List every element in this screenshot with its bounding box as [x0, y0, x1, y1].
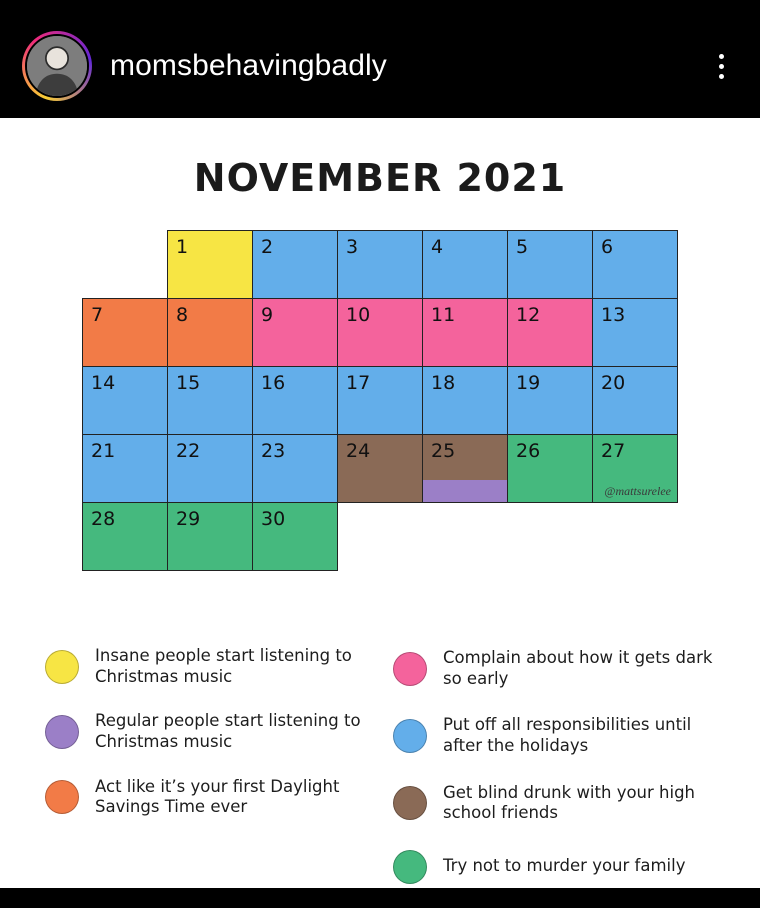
legend-label: Regular people start listening to Christmas music [95, 711, 361, 751]
calendar-cell-empty [507, 502, 593, 571]
instagram-header [0, 14, 760, 118]
account-username[interactable]: momsbehavingbadly [110, 49, 387, 82]
calendar-day-number: 7 [91, 304, 104, 326]
calendar-day-number: 20 [601, 372, 626, 394]
bottom-bar [0, 888, 760, 908]
calendar-day-number: 10 [346, 304, 371, 326]
legend-color-swatch [45, 650, 79, 684]
calendar-day-cell [507, 366, 593, 435]
calendar-day-number: 9 [261, 304, 274, 326]
legend [0, 646, 760, 884]
page-title: NOVEMBER 2021 [193, 156, 567, 200]
calendar-grid [82, 230, 678, 570]
calendar-day-cell [167, 298, 253, 367]
calendar-day-number: 29 [176, 508, 201, 530]
calendar-day-cell [507, 434, 593, 503]
calendar-day-cell [422, 434, 508, 503]
legend-color-swatch [393, 850, 427, 884]
avatar-image [25, 34, 89, 98]
calendar-day-number: 8 [176, 304, 189, 326]
calendar-day-number: 21 [91, 440, 116, 462]
calendar-day-cell [422, 298, 508, 367]
calendar-day-number: 28 [91, 508, 116, 530]
calendar-day-cell [337, 298, 423, 367]
calendar-week-row [82, 434, 678, 502]
calendar-day-secondary-band [423, 480, 507, 502]
calendar-cell-empty [592, 502, 678, 571]
legend-color-swatch [45, 715, 79, 749]
calendar-day-number: 15 [176, 372, 201, 394]
calendar-day-cell [507, 298, 593, 367]
calendar-day-number: 4 [431, 236, 444, 258]
kebab-dot [719, 74, 724, 79]
legend-column-right [393, 646, 715, 884]
calendar-day-cell [337, 230, 423, 299]
calendar-day-number: 22 [176, 440, 201, 462]
calendar-day-cell [592, 230, 678, 299]
legend-label: Act like it’s your first Daylight Savings Time ever [95, 776, 340, 817]
legend-color-swatch [393, 786, 427, 820]
legend-color-swatch [393, 719, 427, 753]
profile-avatar-icon [27, 36, 87, 96]
calendar-week-row [82, 502, 678, 570]
calendar-day-cell [592, 366, 678, 435]
calendar-day-cell [507, 230, 593, 299]
calendar-day-number: 14 [91, 372, 116, 394]
legend-color-swatch [393, 652, 427, 686]
calendar-day-cell [82, 298, 168, 367]
calendar-day-number: 3 [346, 236, 359, 258]
legend-label: Get blind drunk with your high school friends [443, 782, 696, 823]
calendar-day-cell [422, 366, 508, 435]
legend-item [393, 850, 715, 884]
calendar-day-number: 24 [346, 440, 371, 462]
calendar-cell-empty [82, 230, 168, 299]
legend-item [45, 711, 367, 752]
legend-item [393, 783, 715, 824]
calendar-day-number: 18 [431, 372, 456, 394]
calendar-day-number: 27 [601, 440, 626, 462]
legend-column-left [45, 646, 367, 884]
calendar-day-cell [252, 230, 338, 299]
calendar-day-number: 16 [261, 372, 286, 394]
calendar-day-number: 19 [516, 372, 541, 394]
calendar-cell-empty [422, 502, 508, 571]
calendar-day-cell [337, 366, 423, 435]
calendar-day-cell [592, 434, 678, 503]
calendar-week-row [82, 230, 678, 298]
calendar-day-number: 30 [261, 508, 286, 530]
legend-label: Put off all responsibilities until after the holidays [443, 715, 692, 755]
calendar-day-number: 23 [261, 440, 286, 462]
calendar-day-number: 13 [601, 304, 626, 326]
kebab-dot [719, 54, 724, 59]
calendar-day-cell [592, 298, 678, 367]
calendar-day-cell [167, 502, 253, 571]
legend-item [393, 715, 715, 756]
calendar-day-cell [82, 434, 168, 503]
legend-color-swatch [45, 780, 79, 814]
avatar[interactable] [22, 31, 92, 101]
legend-item [393, 648, 715, 689]
calendar-week-row [82, 366, 678, 434]
calendar-cell-empty [337, 502, 423, 571]
calendar-day-number: 17 [346, 372, 371, 394]
post-image[interactable] [0, 118, 760, 888]
calendar-day-cell [82, 502, 168, 571]
calendar-day-number: 6 [601, 236, 614, 258]
legend-label: Insane people start listening to Christmas music [95, 646, 352, 686]
legend-item [45, 777, 367, 818]
calendar-day-number: 5 [516, 236, 529, 258]
calendar-day-number: 1 [176, 236, 189, 258]
legend-label: Complain about how it gets dark so early [443, 648, 713, 688]
legend-item [45, 646, 367, 687]
calendar-day-number: 12 [516, 304, 541, 326]
calendar-day-cell [82, 366, 168, 435]
kebab-menu-icon[interactable] [704, 44, 738, 88]
calendar-day-cell [252, 502, 338, 571]
kebab-dot [719, 64, 724, 69]
legend-label: Try not to murder your family [443, 856, 686, 876]
calendar-day-number: 25 [431, 440, 456, 462]
watermark: @mattsurelee [604, 484, 671, 498]
calendar-day-cell [337, 434, 423, 503]
calendar-day-number: 2 [261, 236, 274, 258]
calendar-day-cell [252, 366, 338, 435]
calendar-day-number: 26 [516, 440, 541, 462]
calendar-day-cell [167, 230, 253, 299]
calendar-day-cell [252, 298, 338, 367]
calendar-day-cell [167, 366, 253, 435]
calendar-day-cell [167, 434, 253, 503]
calendar-week-row [82, 298, 678, 366]
calendar-day-number: 11 [431, 304, 456, 326]
calendar-day-cell [252, 434, 338, 503]
calendar-day-cell [422, 230, 508, 299]
